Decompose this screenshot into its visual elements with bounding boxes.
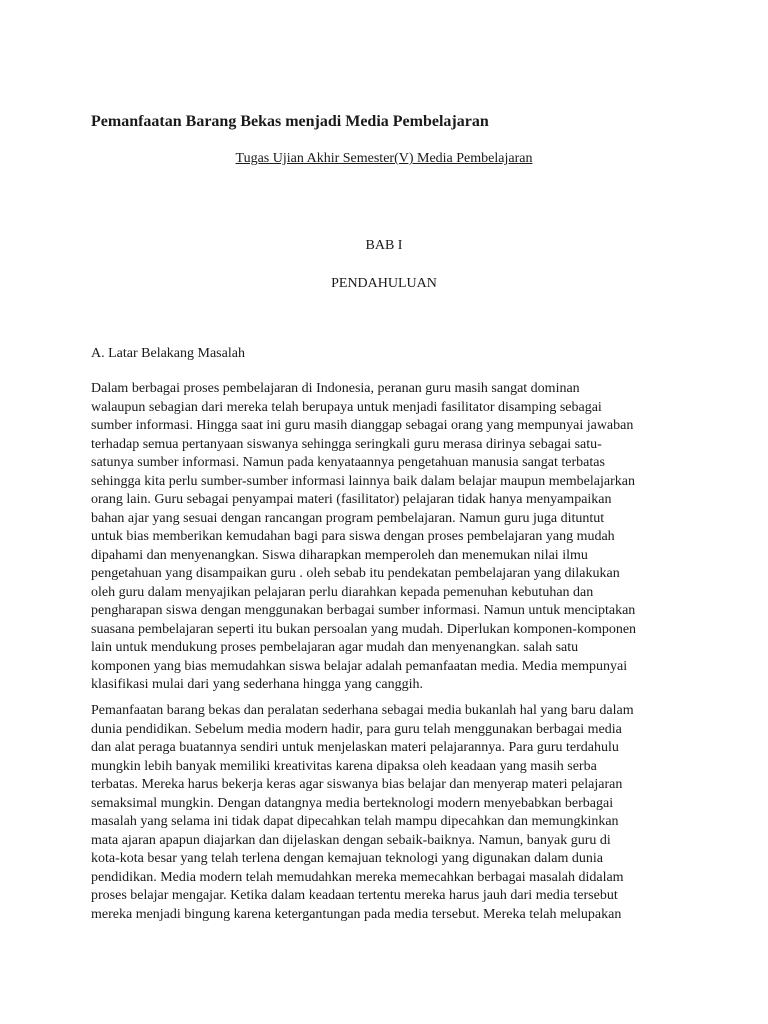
text-line: komponen yang bias memudahkan siswa belajar adalah pemanfaatan media. Media mempunyai — [91, 658, 628, 674]
text-line: klasifikasi mulai dari yang sederhana hingga yang canggih. — [91, 677, 424, 692]
chapter-title: PENDAHULUAN — [331, 276, 437, 291]
body-paragraph-1 — [91, 380, 691, 695]
text-line: pendidikan. Media modern telah memudahkan mereka memecahkan berbagai masalah didalam — [91, 869, 624, 885]
text-line: satunya sumber informasi. Namun pada kenyataannya pengetahuan manusia sangat terbatas — [91, 455, 605, 470]
text-line: lain untuk mendukung proses pembelajaran agar mudah dan menyenangkan. salah satu — [91, 640, 579, 655]
text-line: dan alat peraga buatannya sendiri untuk menjelaskan materi pelajarannya. Para guru terdahulu — [91, 740, 619, 755]
text-line: mungkin lebih banyak memiliki kreativitas karena dipaksa oleh keadaan yang masih serba — [91, 758, 597, 774]
text-line: proses belajar mengajar. Ketika dalam keadaan tertentu mereka harus jauh dari media tersebut — [91, 888, 618, 903]
text-line: oleh guru dalam menyajikan pelajaran perlu diarahkan kepada pemenuhan kebutuhan dan — [91, 584, 594, 600]
text-line: pengetahuan yang disampaikan guru . oleh sebab itu pendekatan pembelajaran yang dilakukan — [91, 566, 620, 581]
text-line: sumber informasi. Hingga saat ini guru masih dianggap sebagai orang yang mempunyai jawaban — [91, 418, 634, 433]
text-line: kota-kota besar yang telah terlena dengan kemajuan teknologi yang digunakan dalam dunia — [91, 851, 603, 866]
text-line: suasana pembelajaran seperti itu bukan persoalan yang mudah. Diperlukan komponen-komponen — [91, 621, 637, 637]
body-paragraph-2 — [91, 702, 691, 924]
chapter-number: BAB I — [365, 238, 403, 253]
text-line: masalah yang selama ini tidak dapat dipecahkan telah mampu dipecahkan dan memungkinkan — [91, 814, 619, 829]
text-line: Dalam berbagai proses pembelajaran di Indonesia, peranan guru masih sangat dominan — [91, 381, 580, 396]
text-line: terhadap semua pertanyaan siswanya sehingga seringkali guru merasa dirinya sebagai satu- — [91, 436, 602, 452]
text-line: semaksimal mungkin. Dengan datangnya media berteknologi modern menyebabkan berbagai — [91, 795, 614, 811]
text-line: dipahami dan menyenangkan. Siswa diharapkan memperoleh dan menemukan nilai ilmu — [91, 547, 588, 563]
text-line: walaupun sebagian dari mereka telah berupaya untuk menjadi fasilitator disamping sebagai — [91, 399, 602, 415]
text-line: pengharapan siswa dengan menggunakan berbagai sumber informasi. Namun untuk menciptakan — [91, 603, 636, 618]
section-heading: A. Latar Belakang Masalah — [91, 346, 245, 361]
text-line: Pemanfaatan barang bekas dan peralatan sederhana sebagai media bukanlah hal yang baru dalam — [91, 703, 634, 718]
document-subtitle: Tugas Ujian Akhir Semester(V) Media Pembelajaran — [235, 151, 533, 166]
text-line: sehingga kita perlu sumber-sumber informasi lainnya baik dalam belajar maupun membelajarkan — [91, 473, 635, 489]
text-line: orang lain. Guru sebagai penyampai materi (fasilitator) pelajaran tidak hanya menyampaikan — [91, 492, 612, 507]
document-title: Pemanfaatan Barang Bekas menjadi Media Pembelajaran — [91, 113, 489, 130]
text-line: bahan ajar yang sesuai dengan rancangan program pembelajaran. Namun guru juga dituntut — [91, 510, 605, 526]
text-line: untuk bias memberikan kemudahan bagi para siswa dengan proses pembelajaran yang mudah — [91, 529, 615, 544]
text-line: terbatas. Mereka harus bekerja keras agar siswanya bias belajar dan menyerap materi pelajaran — [91, 777, 623, 792]
text-line: dunia pendidikan. Sebelum media modern hadir, para guru telah menggunakan berbagai media — [91, 721, 622, 737]
text-line: mata ajaran apapun diajarkan dan dijelaskan dengan sebaik-baiknya. Namun, banyak guru di — [91, 832, 611, 848]
text-line: mereka menjadi bingung karena ketergantungan pada media tersebut. Mereka telah melupakan — [91, 906, 622, 922]
